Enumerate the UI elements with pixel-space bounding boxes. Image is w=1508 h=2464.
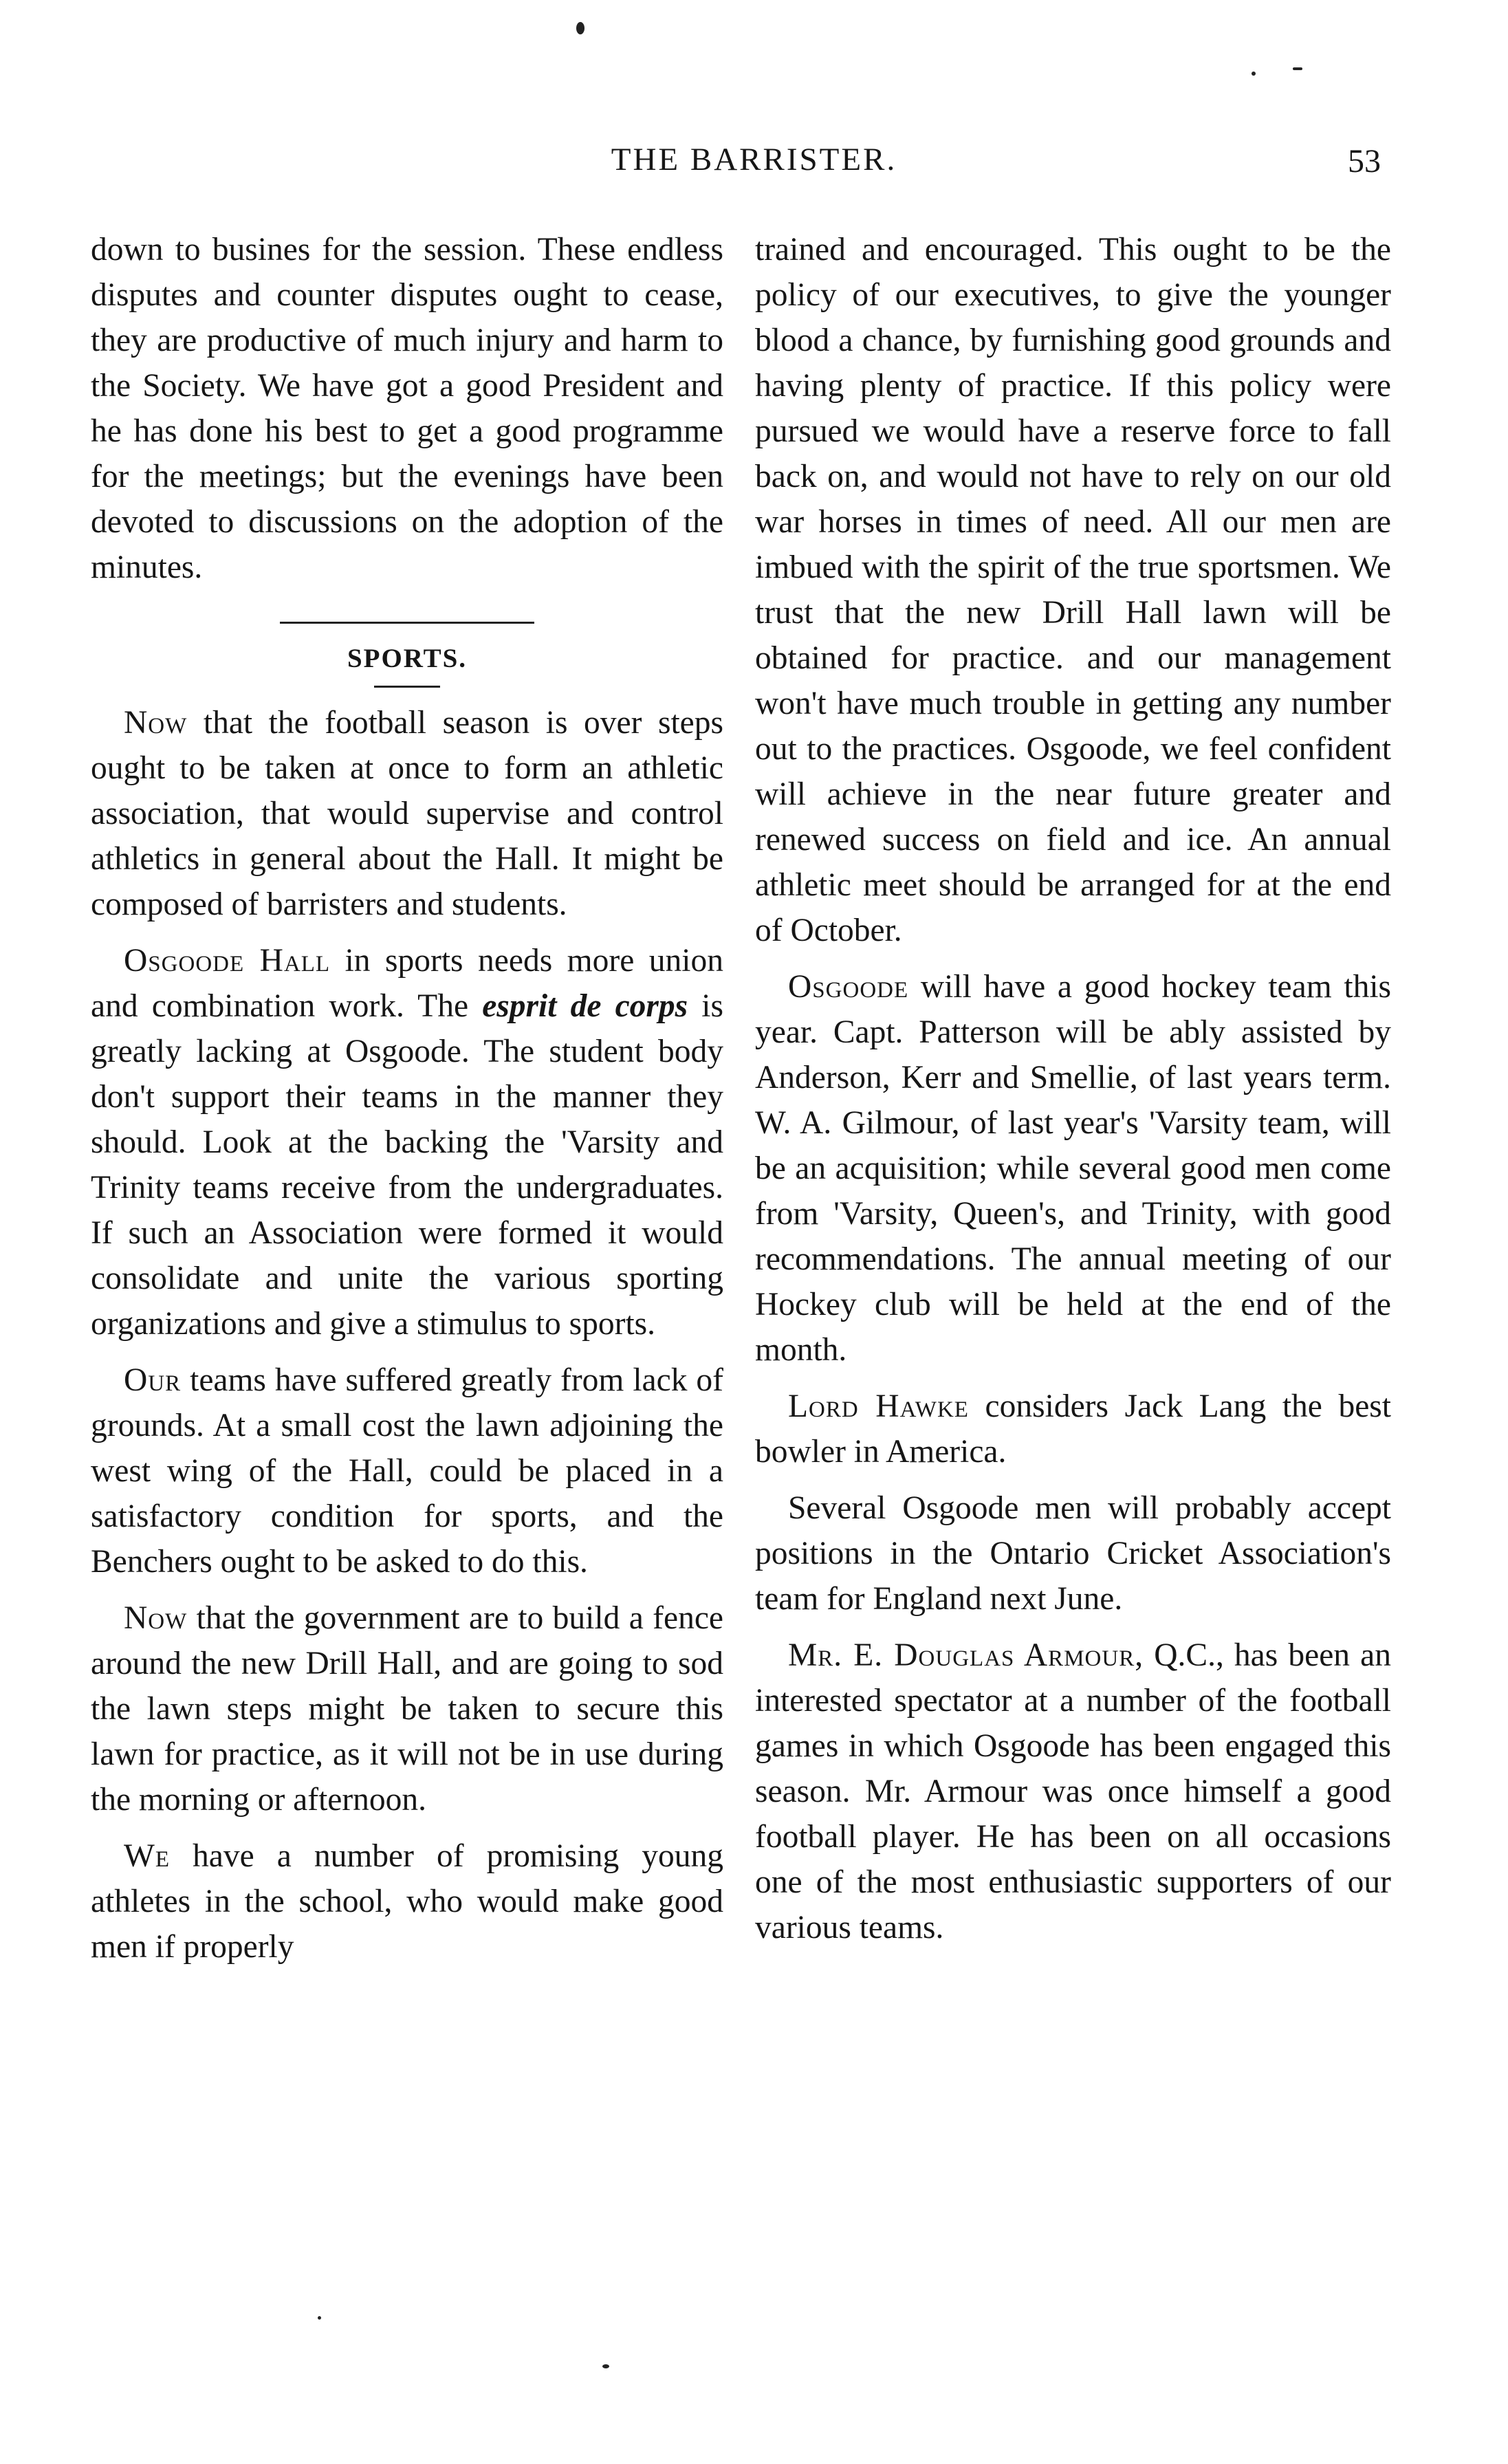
paragraph-young-athletes (91, 1833, 723, 1970)
ink-speck (576, 22, 584, 34)
paragraph-grounds (91, 1358, 723, 1584)
paragraph-lord-hawke (755, 1384, 1391, 1474)
paragraph-continued: down to busines for the session. These endless disputes and counter disputes ought to cease, they are productive of much injury and harm to the Society. We have got a good President and he has done his best to get a good programme for the meetings; but the evenings have been devoted to discussions on the adoption of the minutes. (91, 232, 723, 585)
heading-underline (374, 686, 440, 688)
section-divider (280, 622, 534, 624)
paragraph-douglas-armour (755, 1633, 1391, 1950)
right-column (755, 227, 1391, 1961)
paragraph-cricket: Several Osgoode men will probably accept positions in the Ontario Cricket Association's team for England next June. (755, 1490, 1391, 1617)
paragraph-text: teams have suffered greatly from lack of grounds. At a small cost the lawn adjoining the west wing of the Hall, could be placed in a satisfactory condition for sports, and the Benchers ought to be asked to do this. (91, 1362, 723, 1580)
paragraph-text: that the football season is over steps ought to be taken at once to form an athletic association, that would supervise and control athletics in general about the Hall. It might be composed of barristers and students. (91, 705, 723, 922)
italic-phrase: esprit de corps (482, 988, 688, 1024)
running-head (0, 141, 1508, 189)
left-column (91, 227, 723, 1981)
paragraph-lead: Osgoode Hall (124, 943, 331, 979)
paragraph-text: is greatly lacking at Osgoode. The student body don't support their teams in the manner they should. Look at the backing the 'Varsity and Trinity teams receive from the undergraduates. If such an Association were formed it would consolidate and unite the various sporting organizations and give a stimulus to sports. (91, 988, 723, 1342)
paragraph-osgoode-hall-sports (91, 938, 723, 1347)
paragraph-lead: Now (124, 705, 188, 741)
ink-speck (1293, 67, 1302, 70)
page-number: 53 (1348, 143, 1381, 179)
paragraph-text: considers Jack Lang the best bowler in America. (755, 1388, 1391, 1470)
paragraph-athletic-association (91, 700, 723, 927)
ink-speck (1252, 72, 1256, 76)
running-title: THE BARRISTER. (611, 142, 897, 177)
paragraph-text: have a number of promising young athletes in the school, who would make good men if properly (91, 1838, 723, 1965)
section-heading: SPORTS. (347, 644, 468, 673)
paragraph-drill-hall (91, 1595, 723, 1822)
paragraph-lead: We (124, 1838, 170, 1874)
paragraph-text: will have a good hockey team this year. Capt. Patterson will be ably assisted by Anderson, Kerr and Smellie, of last years term. W. A. Gilmour, of last year's 'Varsity team, will be an acquisition; while several good men come from 'Varsity, Queen's, and Trinity, with good recommendations. The annual meeting of our Hockey club will be held at the end of the month. (755, 969, 1391, 1368)
paragraph-lead: Lord Hawke (788, 1388, 969, 1424)
paragraph-text: Q.C., has been an interested spectator at a number of the football games in which Osgoode has been engaged this season. Mr. Armour was once himself a good football player. He has been on all occasions one of the most enthusiastic supporters of our various teams. (755, 1637, 1391, 1945)
paragraph-lead: Now (124, 1600, 188, 1636)
paragraph-text: in sports needs more union and combination work. The (91, 943, 723, 1024)
paragraph-continued: trained and encouraged. This ought to be the policy of our executives, to give the younger blood a chance, by furnishing good grounds and having plenty of practice. If this policy were pursued we would have a reserve force to fall back on, and would not have to rely on our old war horses in times of need. All our men are imbued with the spirit of the true sportsmen. We trust that the new Drill Hall lawn will be obtained for practice. and our management won't have much trouble in getting any number out to the practices. Osgoode, we feel confident will achieve in the near future greater and renewed success on field and ice. An annual athletic meet should be arranged for at the end of October. (755, 232, 1391, 948)
paragraph-text: that the government are to build a fence around the new Drill Hall, and are going to sod the lawn steps might be taken to secure this lawn for practice, as it will not be in use during the morning or afternoon. (91, 1600, 723, 1818)
paragraph-hockey-team (755, 964, 1391, 1373)
ink-speck (602, 2364, 609, 2368)
paragraph-lead: Mr. E. Douglas Armour, (788, 1637, 1144, 1673)
paragraph-lead: Our (124, 1362, 182, 1398)
ink-speck (318, 2316, 321, 2320)
paragraph-lead: Osgoode (788, 969, 909, 1005)
